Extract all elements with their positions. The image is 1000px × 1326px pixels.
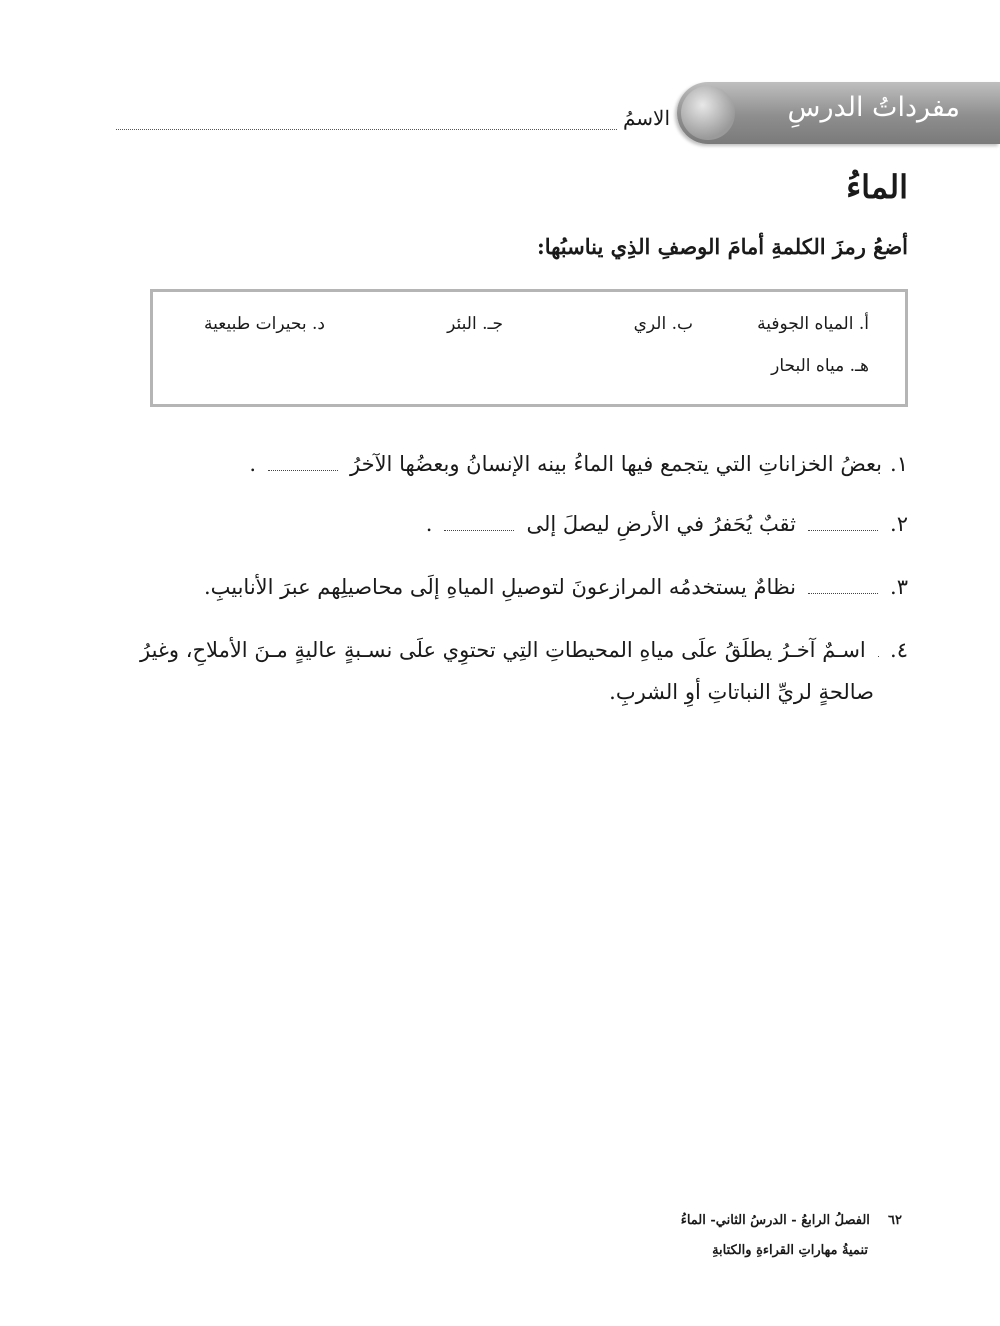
question-end: . [425,512,433,536]
option-d: د. بحيرات طبيعية [204,314,325,334]
name-label: الاسمُ [622,106,670,130]
question-number: ٣. [890,575,908,599]
question-text: ثقبٌ يُحَفرُ في الأرضِ ليصلَ إلى [526,512,797,536]
name-field[interactable] [116,111,617,130]
footer-chapter-line [681,1213,902,1228]
question-2 [426,512,908,536]
question-number: ١. [890,452,908,476]
section-label: مفرداتُ الدرسِ [787,92,960,123]
option-a: أ. المياه الجوفية [757,314,869,334]
question-number: ٢. [890,512,908,536]
option-c: جـ. البئر [447,314,503,334]
question-4 [140,638,908,704]
question-text-continued: صالحةٍ لريِّ النباتاتِ أوِ الشربِ. [609,680,874,704]
question-3 [204,575,908,599]
answer-blank-1[interactable] [268,452,338,471]
option-e: هـ. مياه البحار [771,356,869,376]
question-end: . [249,452,257,476]
section-header-tab [677,82,1000,144]
question-number: ٤. [890,638,908,662]
page-number: ٦٢ [888,1213,902,1228]
tab-cap-decoration [681,86,735,140]
question-1 [249,452,908,476]
answer-blank-3[interactable] [808,575,878,594]
option-b: ب. الري [633,314,693,334]
question-text: نظامٌ يستخدمُه المرازعونَ لتوصيلِ المياهِ إلَى محاصيلِهم عبرَ الأنابيبِ. [203,575,797,599]
name-line [116,106,670,130]
word-bank-box [150,289,908,407]
question-text: بعضُ الخزاناتِ التي يتجمع فيها الماءُ بينه الإنسانُ وبعضُها الآخرُ [350,452,883,476]
footer-book-title: تنميةُ مهاراتِ القراءةِ والكتابةِ [712,1243,868,1258]
question-text: اسـمٌ آخـرُ يطلَقُ علَى مياهِ المحيطاتِ التِي تحتوِي علَى نسـبةٍ عاليةٍ مـنَ الأملاحِ، وغيرُ [140,638,866,662]
answer-blank-2[interactable] [808,512,878,531]
answer-blank-2b[interactable] [444,512,514,531]
chapter-info: الفصلُ الرابعُ - الدرسُ الثاني- الماءُ [680,1213,870,1228]
lesson-title: الماءُ [846,168,908,206]
instruction-text: أضعُ رمزَ الكلمةِ أمامَ الوصفِ الذِي يناسبُها: [536,234,908,259]
